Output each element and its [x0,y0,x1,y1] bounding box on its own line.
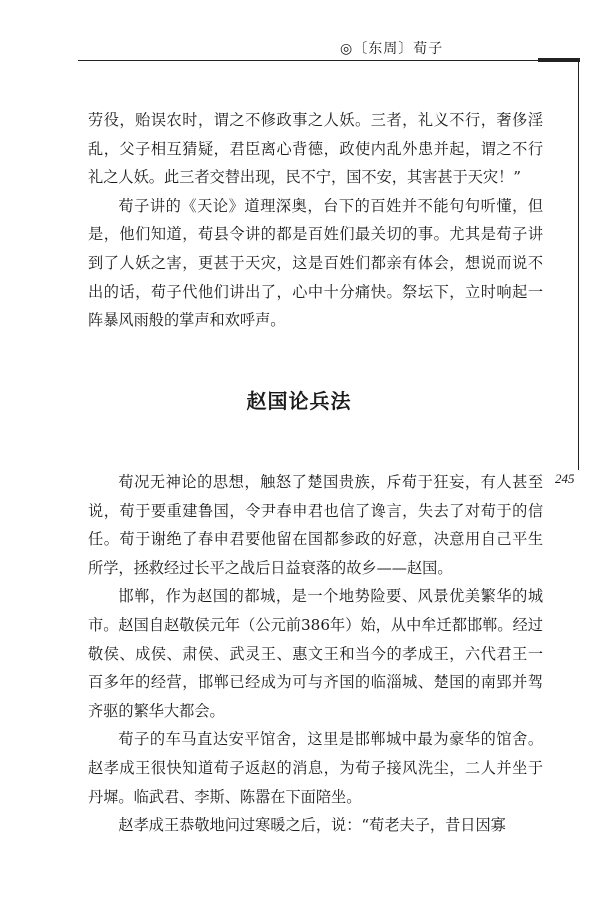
paragraph: 荀子的车马直达安平馆舍，这里是邯郸城中最为豪华的馆舍。赵孝成王很快知道荀子返赵的消息，为荀子接风洗尘，二人并坐于丹墀。临武君、李斯、陈嚣在下面陪坐。 [88,730,543,806]
page-number: 245 [555,471,575,486]
running-header: ◎〔东周〕荀子 [340,41,444,57]
paragraph: 邯郸，作为赵国的都城，是一个地势险要、风景优美繁华的城市。赵国自赵敬侯元年（公元前386年）始，从中牟迁都邯郸。经过敬侯、成侯、肃侯、武灵王、惠文王和当今的孝成王，六代君王一百多年的经营，邯郸已经成为可与齐国的临淄城、楚国的南郢并驾齐驱的繁华大都会。 [88,587,543,720]
paragraph: 荀况无神论的思想，触怒了楚国贵族，斥荀于狂妄，有人甚至说，荀于要重建鲁国，令尹春申君也信了谗言，失去了对荀于的信任。荀于谢绝了春申君要他留在国都参政的好意，决意用自己平生所学，拯救经过长平之战后日益衰落的故乡——赵国。 [88,473,543,577]
header-rule [78,60,580,61]
body-text-block-1 [88,106,543,335]
header-rule-accent [538,58,580,62]
paragraph: 赵孝成王恭敬地问过寒暖之后，说：“荀老夫子，昔日因寡 [118,816,506,835]
paragraph: 荀子讲的《天论》道理深奥，台下的百姓并不能句句听懂，但是，他们知道，荀县令讲的都是百姓们最关切的事。尤其是荀子讲到了人妖之害，更甚于天灾，这是百姓们都亲有体会，想说而说不出的话，荀子代他们讲出了，心中十分痛快。祭坛下，立时响起一阵暴风雨般的掌声和欢呼声。 [88,196,543,330]
body-text-block-2 [88,468,543,840]
paragraph: 劳役，贻误农时，谓之不修政事之人妖。三者，礼义不行，奢侈淫乱，父子相互猜疑，君臣离心背德，政使内乱外患并起，谓之不行礼之人妖。此三者交替出现，民不宁，国不安，其害甚于天灾！” [88,111,543,187]
section-title: 赵国论兵法 [246,389,352,413]
